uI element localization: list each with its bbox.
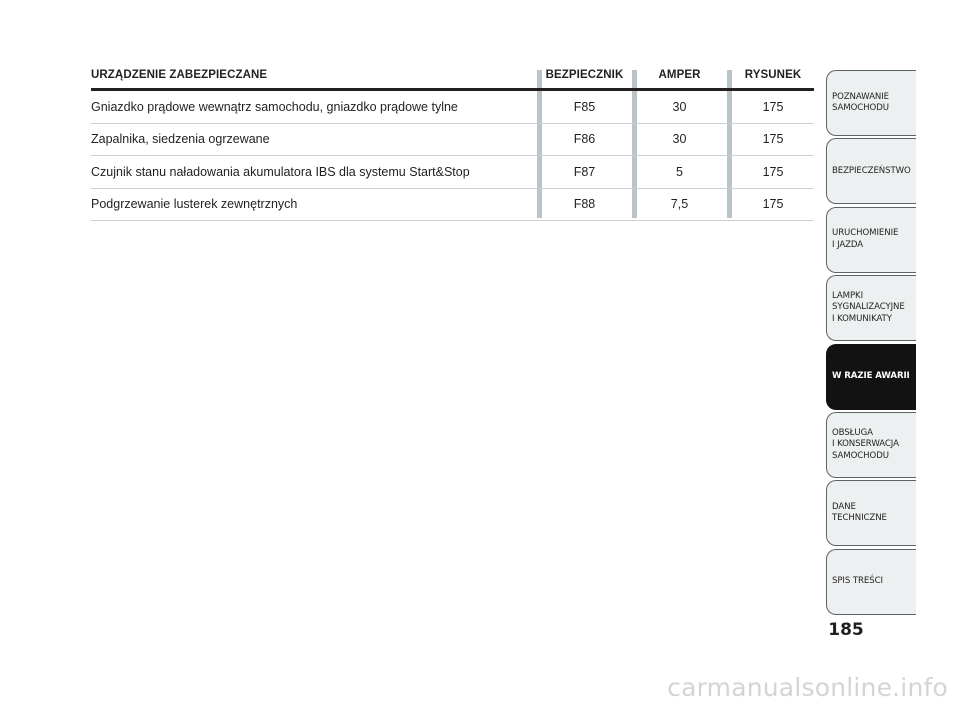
cell-amp: 5 <box>676 164 683 179</box>
cell-figure: 175 <box>762 164 784 179</box>
cell-amp: 7,5 <box>670 197 689 212</box>
header-figure: RYSUNEK <box>744 69 802 81</box>
cell-fuse: F86 <box>573 132 596 147</box>
tab-poznawanie-samochodu[interactable]: POZNAWANIE SAMOCHODU <box>826 70 916 136</box>
page-number: 185 <box>828 620 864 640</box>
cell-fuse: F87 <box>573 164 596 179</box>
cell-device: Podgrzewanie lusterek zewnętrznych <box>91 197 298 212</box>
tab-w-razie-awarii[interactable]: W RAZIE AWARII <box>826 344 916 410</box>
cell-device: Gniazdko prądowe wewnątrz samochodu, gniazdko prądowe tylne <box>91 99 458 114</box>
chapter-tabs <box>826 70 916 617</box>
header-amp: AMPER <box>658 69 701 81</box>
cell-amp: 30 <box>672 132 687 147</box>
watermark: carmanualsonline.info <box>667 673 948 702</box>
cell-fuse: F85 <box>573 99 596 114</box>
header-fuse: BEZPIECZNIK <box>545 69 624 81</box>
table-row <box>91 124 814 157</box>
cell-fuse: F88 <box>573 197 596 212</box>
cell-figure: 175 <box>762 99 784 114</box>
cell-figure: 175 <box>762 132 784 147</box>
tab-uruchomienie-i-jazda[interactable]: URUCHOMIENIE I JAZDA <box>826 207 916 273</box>
table-row <box>91 156 814 189</box>
table-row <box>91 189 814 222</box>
tab-spis-tresci[interactable]: SPIS TREŚCI <box>826 549 916 615</box>
table-header-row <box>91 62 814 91</box>
cell-figure: 175 <box>762 197 784 212</box>
table-row <box>91 91 814 124</box>
header-device: URZĄDZENIE ZABEZPIECZANE <box>91 69 268 81</box>
cell-device: Czujnik stanu naładowania akumulatora IBS dla systemu Start&Stop <box>91 164 470 179</box>
tab-bezpieczenstwo[interactable]: BEZPIECZEŃSTWO <box>826 138 916 204</box>
tab-dane-techniczne[interactable]: DANE TECHNICZNE <box>826 480 916 546</box>
cell-device: Zapalnika, siedzenia ogrzewane <box>91 132 270 147</box>
tab-lampki-sygnalizacyjne[interactable]: LAMPKI SYGNALIZACYJNE I KOMUNIKATY <box>826 275 916 341</box>
tab-obsluga-i-konserwacja[interactable]: OBSŁUGA I KONSERWACJA SAMOCHODU <box>826 412 916 478</box>
fuse-table <box>91 62 814 221</box>
cell-amp: 30 <box>672 99 687 114</box>
